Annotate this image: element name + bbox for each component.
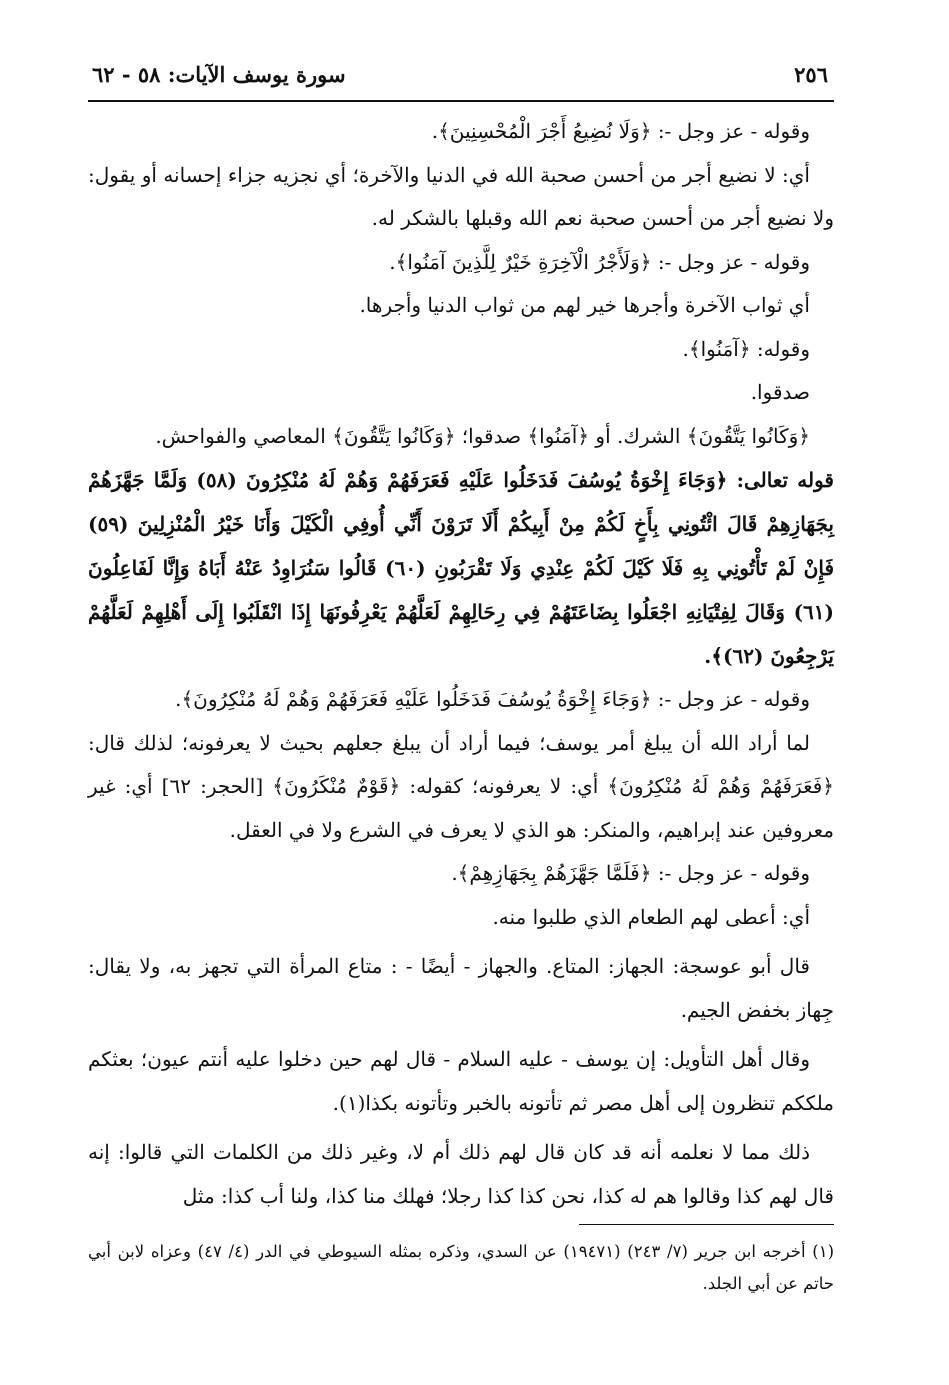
paragraph-6: صدقوا. — [750, 380, 810, 404]
paragraph-13: وقال أهل التأويل: إن يوسف - عليه السلام - قال لهم حين دخلوا عليه أنتم عيون؛ بعثكم ملككم تنظرون إلى أهل مصر ثم تأتونه بالخبر وتأتونه بكذا(١). — [88, 1047, 834, 1115]
paragraph-14: ذلك مما لا نعلمه أنه قد كان قال لهم ذلك أم لا، وغير ذلك من الكلمات التي قالوا: إنه قال لهم كذا وقالوا هم له كذا، نحن كذا كذا رجلا؛ فهلك منا كذا، ولنا أب كذا: مثل — [88, 1140, 834, 1208]
paragraph-9: لما أراد الله أن يبلغ أمر يوسف؛ فيما أراد أن يبلغ جعلهم بحيث لا يعرفونه؛ لذلك قال: ﴿فَعَرَفَهُمْ وَهُمْ لَهُ مُنْكِرُونَ﴾ أي: لا يعرفونه؛ كقوله: ﴿قَوْمٌ مُنْكَرُونَ﴾ [الحجر: ٦٢] أي: غير معروفين عند إبراهيم، والمنكر: هو الذي لا يعرف في الشرع ولا في العقل. — [88, 730, 835, 842]
verse-lead: قوله تعالى: — [736, 468, 834, 492]
page-body — [88, 110, 834, 1218]
book-page — [88, 52, 834, 1352]
paragraph-3: وقوله - عز وجل -: ﴿وَلَأَجْرُ الْآخِرَةِ خَيْرٌ لِلَّذِينَ آمَنُوا﴾. — [389, 249, 810, 274]
paragraph-1: وقوله - عز وجل -: ﴿وَلَا نُضِيعُ أَجْرَ الْمُحْسِنِينَ﴾. — [431, 119, 810, 143]
running-title: سورة يوسف الآيات: ٥٨ - ٦٢ — [92, 62, 346, 87]
paragraph-10: وقوله - عز وجل -: ﴿فَلَمَّا جَهَّزَهُمْ بِجَهَازِهِمْ﴾. — [451, 861, 810, 885]
paragraph-11: أي: أعطى لهم الطعام الذي طلبوا منه. — [492, 904, 810, 929]
paragraph-12: قال أبو عوسجة: الجهاز: المتاع. والجهاز - أيضًا - : متاع المرأة التي تجهز به، ولا يقال: جِهاز بخفض الجيم. — [88, 954, 834, 1022]
paragraph-2: أي: لا نضيع أجر من أحسن صحبة الله في الدنيا والآخرة؛ أي نجزيه جزاء إحسانه أو يقول: ولا نضيع أجر من أحسن صحبة نعم الله وقبلها بالشكر له. — [88, 162, 834, 230]
footnote-1: (١) أخرجه ابن جرير (٧/ ٢٤٣) (١٩٤٧١) عن السدي، وذكره بمثله السيوطي في الدر (٤/ ٤٧) وعزاه لابن أبي حاتم عن أبي الجلد. — [88, 1242, 835, 1293]
quran-verses-58-62 — [88, 458, 834, 678]
verse-text: ﴿وَجَاءَ إِخْوَةُ يُوسُفَ فَدَخَلُوا عَلَيْهِ فَعَرَفَهُمْ وَهُمْ لَهُ مُنْكِرُونَ (٥٨) وَلَمَّا جَهَّزَهُمْ بِجَهَازِهِمْ قَالَ ائْتُونِي بِأَخٍ لَكُمْ مِنْ أَبِيكُمْ أَلَا تَرَوْنَ أَنِّي أُوفِي الْكَيْلَ وَأَنَا خَيْرُ الْمُنْزِلِينَ (٥٩) فَإِنْ لَمْ تَأْتُونِي بِهِ فَلَا كَيْلَ لَكُمْ عِنْدِي وَلَا تَقْرَبُونِ (٦٠) قَالُوا سَنُرَاوِدُ عَنْهُ أَبَاهُ وَإِنَّا لَفَاعِلُونَ (٦١) وَقَالَ لِفِتْيَانِهِ اجْعَلُوا بِضَاعَتَهُمْ فِي رِحَالِهِمْ لَعَلَّهُمْ يَعْرِفُونَهَا إِذَا انْقَلَبُوا إِلَى أَهْلِهِمْ لَعَلَّهُمْ يَرْجِعُونَ (٦٢)﴾. — [88, 468, 835, 668]
footnote-divider — [579, 1224, 834, 1225]
paragraph-7: ﴿وَكَانُوا يَتَّقُونَ﴾ الشرك. أو ﴿آمَنُوا﴾ صدقوا؛ ﴿وَكَانُوا يَتَّقُونَ﴾ المعاصي والفواحش. — [155, 423, 810, 448]
paragraph-4: أي ثواب الآخرة وأجرها خير لهم من ثواب الدنيا وأجرها. — [359, 293, 810, 317]
page-header — [88, 52, 834, 102]
paragraph-5: وقوله: ﴿آمَنُوا﴾. — [682, 336, 810, 361]
paragraph-8: وقوله - عز وجل -: ﴿وَجَاءَ إِخْوَةُ يُوسُفَ فَدَخَلُوا عَلَيْهِ فَعَرَفَهُمْ وَهُمْ لَهُ مُنْكِرُونَ﴾. — [175, 687, 810, 711]
page-number: ٢٥٦ — [794, 62, 828, 87]
